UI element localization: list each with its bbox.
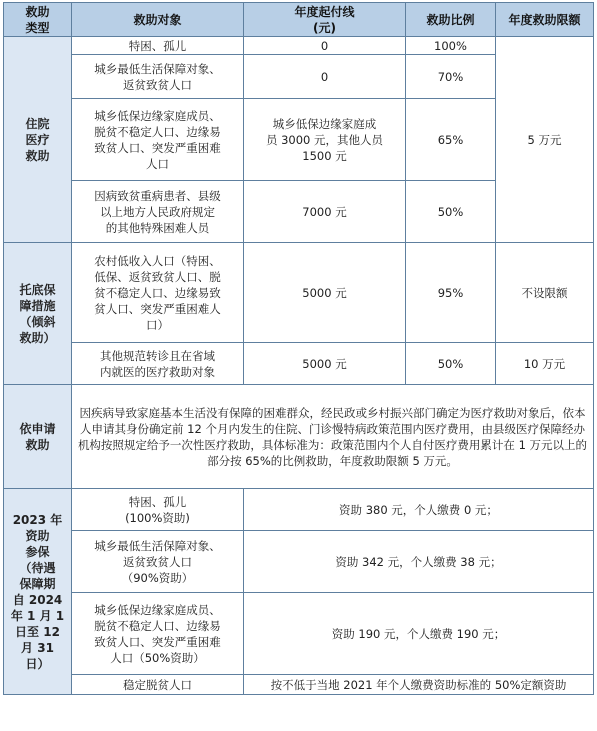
table-row <box>4 385 594 489</box>
table-row <box>4 531 594 593</box>
object-cell: 其他规范转诊且在省域 内就医的医疗救助对象 <box>72 343 244 385</box>
object-cell: 特困、孤儿 <box>72 37 244 55</box>
category-application: 依申请 救助 <box>4 385 72 489</box>
medical-assistance-table <box>3 2 594 695</box>
ratio-cell: 70% <box>406 55 496 99</box>
object-cell: 稳定脱贫人口 <box>72 675 244 695</box>
object-cell: 特困、孤儿 (100%资助) <box>72 489 244 531</box>
limit-cell: 5 万元 <box>496 37 594 243</box>
threshold-cell: 5000 元 <box>244 243 406 343</box>
header-row <box>4 3 594 37</box>
table-row <box>4 675 594 695</box>
subsidy-detail-cell: 资助 342 元，个人缴费 38 元； <box>244 531 594 593</box>
ratio-cell: 50% <box>406 181 496 243</box>
table-row <box>4 489 594 531</box>
ratio-cell: 65% <box>406 99 496 181</box>
header-ratio: 救助比例 <box>406 3 496 37</box>
table-row <box>4 37 594 55</box>
object-cell: 农村低收入人口（特困、 低保、返贫致贫人口、脱 贫不稳定人口、边缘易致 贫人口、突发严重困难人 口） <box>72 243 244 343</box>
category-insurance: 2023 年 资助 参保 （待遇 保障期 自 2024 年 1 月 1 日至 12 月 31 日） <box>4 489 72 695</box>
object-cell: 城乡最低生活保障对象、 返贫致贫人口 （90%资助） <box>72 531 244 593</box>
table-row <box>4 343 594 385</box>
object-cell: 因病致贫重病患者、县级 以上地方人民政府规定 的其他特殊困难人员 <box>72 181 244 243</box>
subsidy-detail-cell: 按不低于当地 2021 年个人缴费资助标准的 50%定额资助 <box>244 675 594 695</box>
object-cell: 城乡低保边缘家庭成员、 脱贫不稳定人口、边缘易 致贫人口、突发严重困难 人口（50%资助） <box>72 593 244 675</box>
threshold-cell: 0 <box>244 37 406 55</box>
limit-cell: 10 万元 <box>496 343 594 385</box>
application-description: 因疾病导致家庭基本生活没有保障的困难群众，经民政或乡村振兴部门确定为医疗救助对象后，依本人申请其身份确定前 12 个月内发生的住院、门诊慢特病政策范围内医疗费用，由县级医疗保障经办机构按照规定给予一次性医疗救助，具体标准为：政策范围内个人自付医疗费用累计在 1 万元以上的部分按 65%的比例救助，年度救助限额 5 万元。 <box>72 385 594 489</box>
ratio-cell: 95% <box>406 243 496 343</box>
threshold-cell: 0 <box>244 55 406 99</box>
subsidy-detail-cell: 资助 190 元，个人缴费 190 元； <box>244 593 594 675</box>
object-cell: 城乡最低生活保障对象、 返贫致贫人口 <box>72 55 244 99</box>
table-row <box>4 593 594 675</box>
ratio-cell: 50% <box>406 343 496 385</box>
threshold-cell: 5000 元 <box>244 343 406 385</box>
threshold-cell: 7000 元 <box>244 181 406 243</box>
category-bottom-line: 托底保 障措施 （倾斜 救助） <box>4 243 72 385</box>
header-limit: 年度救助限额 <box>496 3 594 37</box>
category-hospital: 住院 医疗 救助 <box>4 37 72 243</box>
header-threshold: 年度起付线 (元) <box>244 3 406 37</box>
object-cell: 城乡低保边缘家庭成员、 脱贫不稳定人口、边缘易 致贫人口、突发严重困难 人口 <box>72 99 244 181</box>
ratio-cell: 100% <box>406 37 496 55</box>
header-type: 救助 类型 <box>4 3 72 37</box>
threshold-cell: 城乡低保边缘家庭成 员 3000 元，其他人员 1500 元 <box>244 99 406 181</box>
table-row <box>4 243 594 343</box>
subsidy-detail-cell: 资助 380 元，个人缴费 0 元； <box>244 489 594 531</box>
policy-table-container <box>3 2 594 695</box>
limit-cell: 不设限额 <box>496 243 594 343</box>
header-object: 救助对象 <box>72 3 244 37</box>
